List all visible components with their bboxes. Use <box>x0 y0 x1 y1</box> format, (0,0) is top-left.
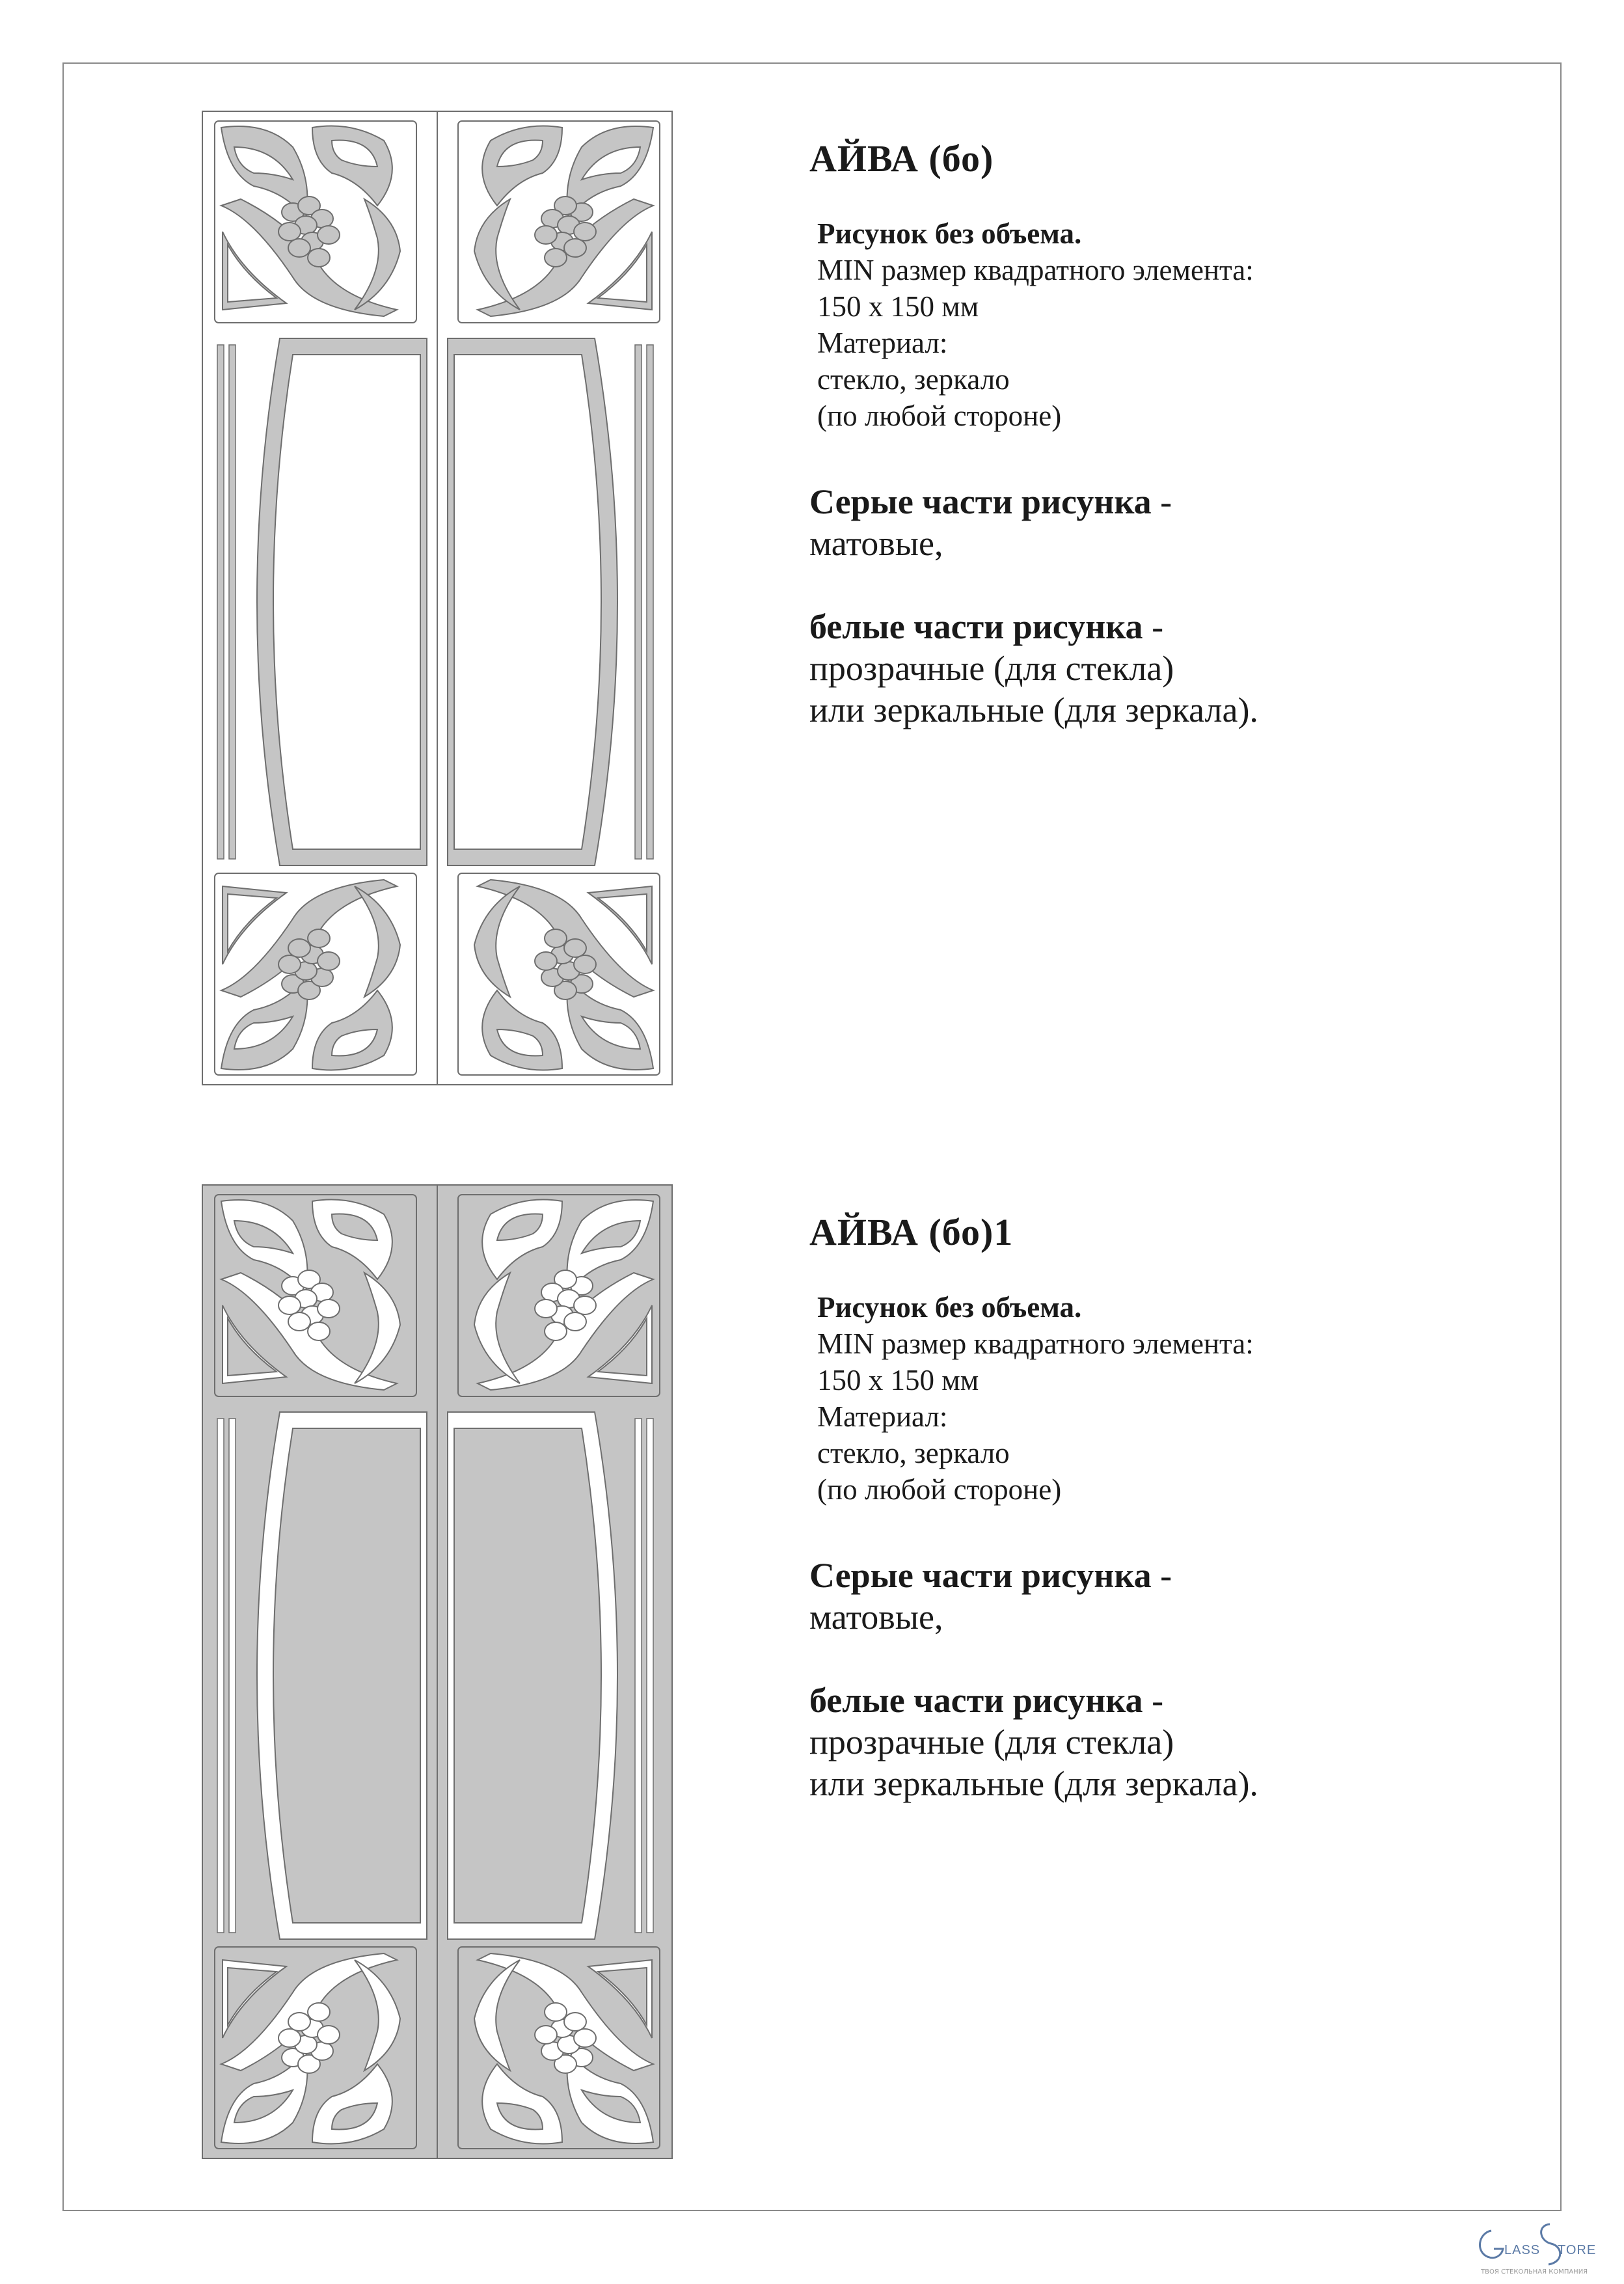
note-clear-text: или зеркальные (для зеркала). <box>809 1764 1258 1803</box>
note-clear-text: прозрачные (для стекла) <box>809 1722 1174 1761</box>
panel-art <box>202 111 672 1085</box>
note-dash: - <box>1151 1556 1172 1595</box>
spec-line: стекло, зеркало <box>817 363 1010 396</box>
door-panel-2 <box>202 1184 673 2159</box>
spec-line: 150 x 150 мм <box>817 290 979 323</box>
note-clear-heading: белые части рисунка <box>809 1681 1143 1720</box>
spec-line: стекло, зеркало <box>817 1437 1010 1469</box>
note-matte-heading: Серые части рисунка <box>809 1556 1152 1595</box>
note-clear <box>809 606 1460 731</box>
note-dash: - <box>1143 607 1164 646</box>
note-clear-text: или зеркальные (для зеркала). <box>809 690 1258 729</box>
spec-line: Материал: <box>817 1400 948 1433</box>
svg-text:TORE: TORE <box>1558 2243 1597 2257</box>
svg-text:LASS: LASS <box>1504 2243 1541 2257</box>
note-clear-heading: белые части рисунка <box>809 607 1143 646</box>
spec-block <box>817 215 1460 434</box>
product-title: АЙВА (бо)1 <box>809 1211 1014 1253</box>
panel-art <box>202 1185 672 2158</box>
note-matte <box>809 481 1460 564</box>
door-panel-1 <box>202 111 673 1085</box>
note-dash: - <box>1151 482 1172 521</box>
spec-heading: Рисунок без объема. <box>817 1291 1082 1324</box>
note-matte-text: матовые, <box>809 1597 943 1637</box>
note-matte <box>809 1555 1460 1638</box>
spec-line: (по любой стороне) <box>817 400 1062 432</box>
spec-heading: Рисунок без объема. <box>817 217 1082 250</box>
note-clear <box>809 1679 1460 1804</box>
note-matte-heading: Серые части рисунка <box>809 482 1152 521</box>
note-dash: - <box>1143 1681 1164 1720</box>
product-title: АЙВА (бо) <box>809 137 994 180</box>
product-1-description <box>809 137 1460 731</box>
svg-text:ТВОЯ СТЕКОЛЬНАЯ КОМПАНИЯ: ТВОЯ СТЕКОЛЬНАЯ КОМПАНИЯ <box>1481 2268 1588 2276</box>
note-matte-text: матовые, <box>809 524 943 563</box>
spec-line: MIN размер квадратного элемента: <box>817 254 1254 286</box>
spec-line: MIN размер квадратного элемента: <box>817 1327 1254 1360</box>
spec-block <box>817 1289 1460 1508</box>
spec-line: (по любой стороне) <box>817 1473 1062 1506</box>
spec-line: 150 x 150 мм <box>817 1364 979 1396</box>
product-2-description <box>809 1210 1460 1804</box>
note-clear-text: прозрачные (для стекла) <box>809 649 1174 688</box>
spec-line: Материал: <box>817 327 948 359</box>
glass-store-logo <box>1472 2219 1608 2277</box>
